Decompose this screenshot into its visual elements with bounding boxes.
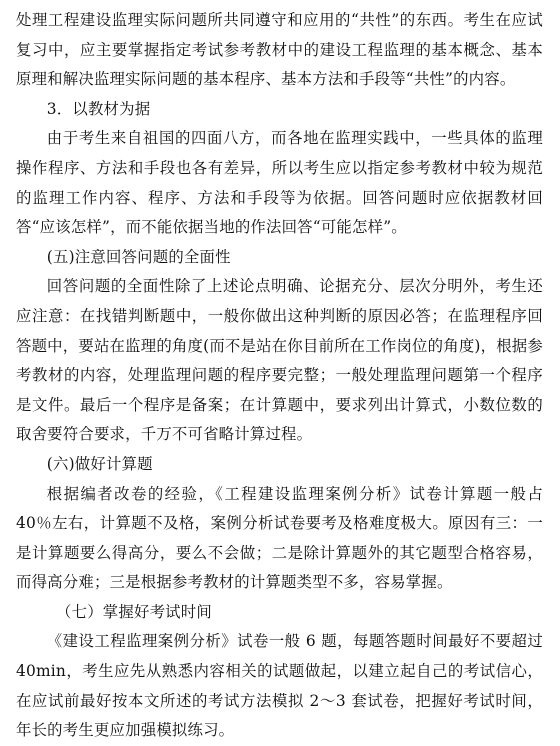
paragraph-calculation: 根据编者改卷的经验，《工程建设监理案例分析》试卷计算题一般占 40％左右，计算题不及格，案例分析试卷要考及格难度极大。原因有三：一是计算题要么得高分，要么不会做；二是除计算题外的其它题型合格容易，而得高分难；三是根据参考教材的计算题类型不多，容易掌握。 [16,484,543,592]
heading-completeness: (五)注意回答问题的全面性 [46,247,231,266]
paragraph-intro-continuation: 处理工程建设监理实际问题所共同遵守和应用的“共性”的东西。考生在应试复习中，应主要掌握指定考试参考教材中的建设工程监理的基本概念、基本原理和解决监理实际问题的基本程序、基本方法和手段等“共性”的内容。 [16,11,543,89]
heading-exam-time: （七）掌握好考试时间 [56,602,212,621]
paragraph-exam-time: 《建设工程监理案例分析》试卷一般 6 题，每题答题时间最好不要超过 40min，考生应先从熟悉内容相关的试题做起，以建立起自己的考试信心，在应试前最好按本文所述的考试方法模拟 2～3 套试卷，把握好考试时间，年长的考生更应加强模拟练习。 [16,632,543,740]
heading-use-textbook: 3．以教材为据 [46,99,151,118]
paragraph-textbook-basis: 由于考生来自祖国的四面八方，而各地在监理实践中，一些具体的监理操作程序、方法和手段也各有差异，所以考生应以指定参考教材中较为规范的监理工作内容、程序、方法和手段等为依据。回答问题时应依据教材回答“应该怎样”，而不能依据当地的作法回答“可能怎样”。 [16,129,543,237]
paragraph-completeness: 回答问题的全面性除了上述论点明确、论据充分、层次分明外，考生还应注意：在找错判断题中，一般你做出这种判断的原因必答；在监理程序回答题中，要站在监理的角度(而不是站在你目前所在工作岗位的角度)，根据参考教材的内容，处理监理问题的程序要完整；一般处理监理问题第一个程序是文件。最后一个程序是备案；在计算题中，要求列出计算式，小数位数的取舍要符合要求，千万不可省略计算过程。 [16,277,543,444]
heading-calculation: (六)做好计算题 [46,454,153,473]
